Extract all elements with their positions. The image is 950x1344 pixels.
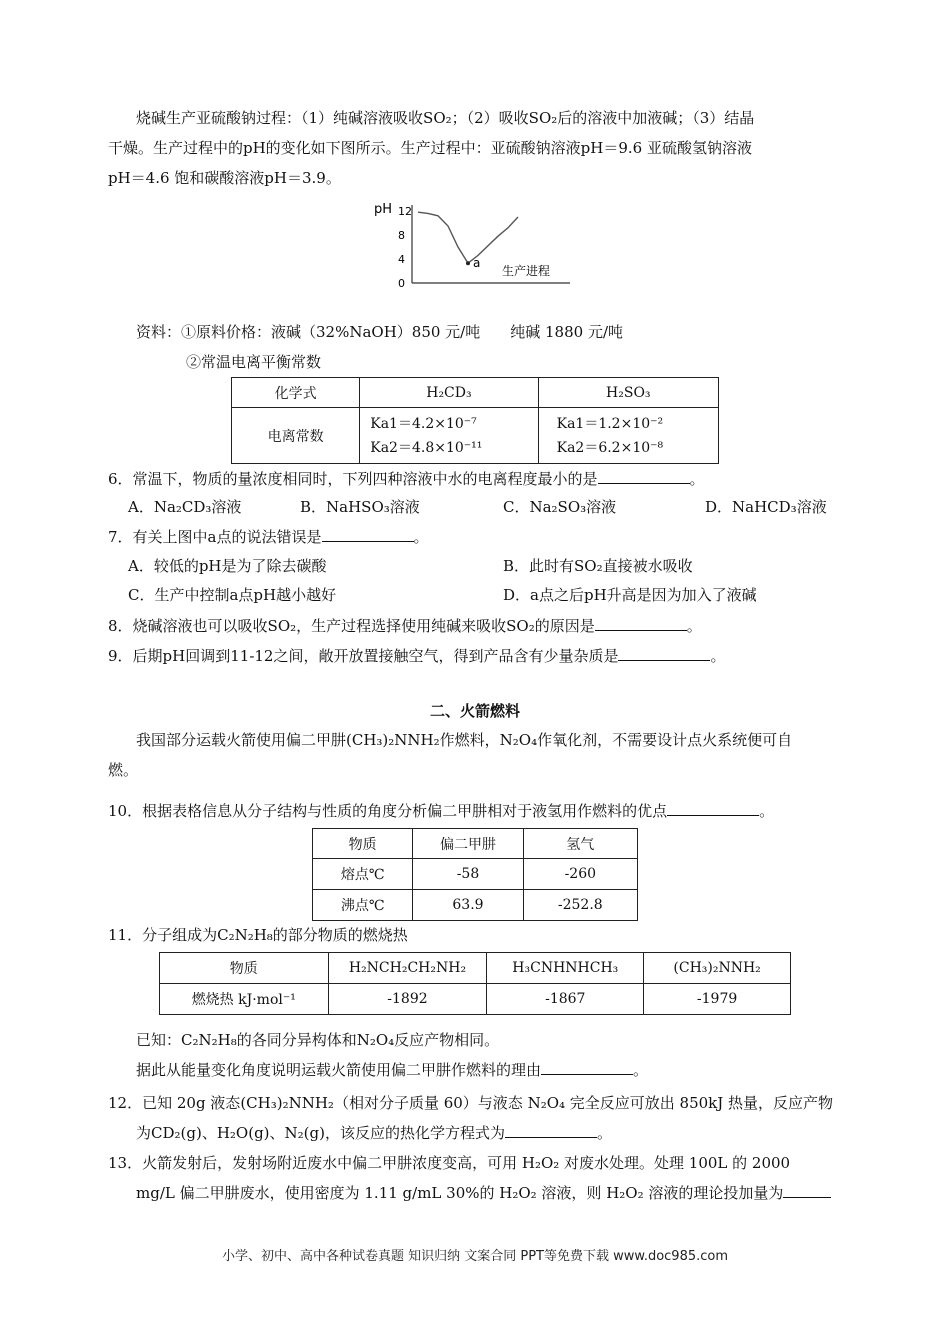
intro-line-2: 干燥。生产过程中的pH的变化如下图所示。生产过程中：亚硫酸钠溶液pH＝9.6 亚硫酸氢钠溶液 xyxy=(108,139,752,157)
section-2-line-1: 我国部分运载火箭使用偏二甲肼(CH₃)₂NNH₂作燃料，N₂O₄作氧化剂，不需要设计点火系统便可自 xyxy=(136,731,793,749)
question-12-end: 。 xyxy=(596,1124,612,1142)
ionization-constant-table xyxy=(231,377,719,464)
question-12-line-2 xyxy=(136,1118,612,1148)
q7-option-a[interactable]: A．较低的pH是为了除去碳酸 xyxy=(128,557,327,575)
answer-blank[interactable] xyxy=(541,1060,633,1075)
ph-series-line xyxy=(418,212,518,263)
q7-option-d[interactable]: D．a点之后pH升高是因为加入了液碱 xyxy=(503,586,757,604)
table3-header: (CH₃)₂NNH₂ xyxy=(644,953,791,984)
intro-line-1: 烧碱生产亚硫酸钠过程：（1）纯碱溶液吸收SO₂；（2）吸收SO₂后的溶液中加液碱；（3）结晶 xyxy=(136,109,755,127)
h2so3-ka2: Ka2＝6.2×10⁻⁸ xyxy=(556,439,664,456)
table2-cell: -260 xyxy=(523,859,637,890)
question-11-reason-text: 据此从能量变化角度说明运载火箭使用偏二甲肼作燃料的理由 xyxy=(136,1061,542,1079)
y-tick-label: 12 xyxy=(398,205,412,218)
question-11-end: 。 xyxy=(633,1061,649,1079)
question-7-stem: 7．有关上图中a点的说法错误是 xyxy=(108,528,322,546)
table1-header-h2cd3: H₂CD₃ xyxy=(360,378,538,408)
question-11-reason xyxy=(136,1056,648,1084)
point-a-label: a xyxy=(473,256,481,271)
table1-h2so3-constants xyxy=(538,408,718,464)
point-a-marker xyxy=(466,261,470,265)
question-10-end: 。 xyxy=(759,802,775,820)
section-2-title: 二、火箭燃料 xyxy=(429,702,520,720)
question-6-end: 。 xyxy=(689,470,705,488)
chart-xlabel: 生产进程 xyxy=(502,264,551,278)
table3-cell: -1892 xyxy=(328,984,487,1015)
question-12-line-1: 12．已知 20g 液态(CH₃)₂NNH₂（相对分子质量 60）与液态 N₂O₄ 完全反应可放出 850kJ 热量，反应产物 xyxy=(108,1094,834,1112)
table3-header: 物质 xyxy=(160,953,329,984)
q6-option-c[interactable]: C．Na₂SO₃溶液 xyxy=(503,498,617,516)
footer: 小学、初中、高中各种试卷真题 知识归纳 文案合同 PPT等免费下载 www.doc985.com xyxy=(221,1249,729,1264)
intro-line-3: pH＝4.6 饱和碳酸溶液pH＝3.9。 xyxy=(108,169,341,187)
answer-blank[interactable] xyxy=(598,469,690,484)
table2-header-hydrogen: 氢气 xyxy=(523,829,637,859)
chart-ylabel: pH xyxy=(374,202,393,217)
table2-header-udmh: 偏二甲肼 xyxy=(413,829,523,859)
question-13-line-2 xyxy=(136,1178,831,1208)
table3-header: H₃CNHNHCH₃ xyxy=(487,953,644,984)
combustion-heat-table xyxy=(159,952,791,1015)
question-12-line-2-text: 为CD₂(g)、H₂O(g)、N₂(g)，该反应的热化学方程式为 xyxy=(136,1124,505,1142)
question-6-stem: 6．常温下，物质的量浓度相同时，下列四种溶液中水的电离程度最小的是 xyxy=(108,470,598,488)
table2-header-substance: 物质 xyxy=(313,829,413,859)
question-9 xyxy=(108,643,726,669)
question-8-stem: 8．烧碱溶液也可以吸收SO₂，生产过程选择使用纯碱来吸收SO₂的原因是 xyxy=(108,617,595,635)
answer-blank[interactable] xyxy=(595,616,687,631)
q7-option-c[interactable]: C．生产中控制a点pH越小越好 xyxy=(128,586,337,604)
question-9-end: 。 xyxy=(710,647,726,665)
h2cd3-ka1: Ka1＝4.2×10⁻⁷ xyxy=(370,415,477,432)
question-10-stem: 10．根据表格信息从分子结构与性质的角度分析偏二甲肼相对于液氢用作燃料的优点 xyxy=(108,802,668,820)
table2-cell: 63.9 xyxy=(413,890,523,921)
question-10 xyxy=(108,798,774,824)
melting-boiling-table xyxy=(312,828,638,921)
table2-cell: -58 xyxy=(413,859,523,890)
table1-header-formula: 化学式 xyxy=(232,378,360,408)
table1-header-h2so3: H₂SO₃ xyxy=(538,378,718,408)
table1-h2cd3-constants xyxy=(360,408,538,464)
table1-row-label: 电离常数 xyxy=(232,408,360,464)
question-6 xyxy=(108,466,705,492)
answer-blank[interactable] xyxy=(322,527,414,542)
y-tick-label: 4 xyxy=(398,253,405,266)
question-7-end: 。 xyxy=(413,528,429,546)
q6-option-b[interactable]: B．NaHSO₃溶液 xyxy=(300,498,420,516)
answer-blank[interactable] xyxy=(667,801,759,816)
question-11: 11．分子组成为C₂N₂H₈的部分物质的燃烧热 xyxy=(108,926,408,944)
q6-option-d[interactable]: D．NaHCD₃溶液 xyxy=(705,498,827,516)
question-13-line-1: 13．火箭发射后，发射场附近废水中偏二甲肼浓度变高，可用 H₂O₂ 对废水处理。处理 100L 的 2000 xyxy=(108,1154,791,1172)
table3-header: H₂NCH₂CH₂NH₂ xyxy=(328,953,487,984)
y-tick-label: 0 xyxy=(398,277,405,290)
table3-cell: 燃烧热 kJ·mol⁻¹ xyxy=(160,984,329,1015)
h2so3-ka1: Ka1＝1.2×10⁻² xyxy=(556,415,664,432)
answer-blank[interactable] xyxy=(783,1183,831,1198)
section-2-line-2: 燃。 xyxy=(108,761,139,779)
question-7 xyxy=(108,524,429,550)
question-13-line-2-text: mg/L 偏二甲肼废水，使用密度为 1.11 g/mL 30%的 H₂O₂ 溶液，则 H₂O₂ 溶液的理论投加量为 xyxy=(136,1184,784,1202)
answer-blank[interactable] xyxy=(618,646,710,661)
table3-cell: -1979 xyxy=(644,984,791,1015)
y-tick-label: 8 xyxy=(398,229,405,242)
question-8 xyxy=(108,613,702,639)
h2cd3-ka2: Ka2＝4.8×10⁻¹¹ xyxy=(370,439,483,456)
question-9-stem: 9．后期pH回调到11-12之间，敞开放置接触空气，得到产品含有少量杂质是 xyxy=(108,647,619,665)
question-8-end: 。 xyxy=(686,617,702,635)
ph-chart xyxy=(370,195,580,295)
q7-option-b[interactable]: B．此时有SO₂直接被水吸收 xyxy=(503,557,693,575)
question-11-known: 已知：C₂N₂H₈的各同分异构体和N₂O₄反应产物相同。 xyxy=(136,1031,500,1049)
q6-option-a[interactable]: A．Na₂CD₃溶液 xyxy=(128,498,242,516)
info-line-1: 资料：①原料价格：液碱（32%NaOH）850 元/吨 纯碱 1880 元/吨 xyxy=(136,323,624,341)
table2-cell: 熔点℃ xyxy=(313,859,413,890)
table2-cell: -252.8 xyxy=(523,890,637,921)
table2-cell: 沸点℃ xyxy=(313,890,413,921)
answer-blank[interactable] xyxy=(505,1123,597,1138)
table3-cell: -1867 xyxy=(487,984,644,1015)
info-line-2: ②常温电离平衡常数 xyxy=(186,353,322,371)
